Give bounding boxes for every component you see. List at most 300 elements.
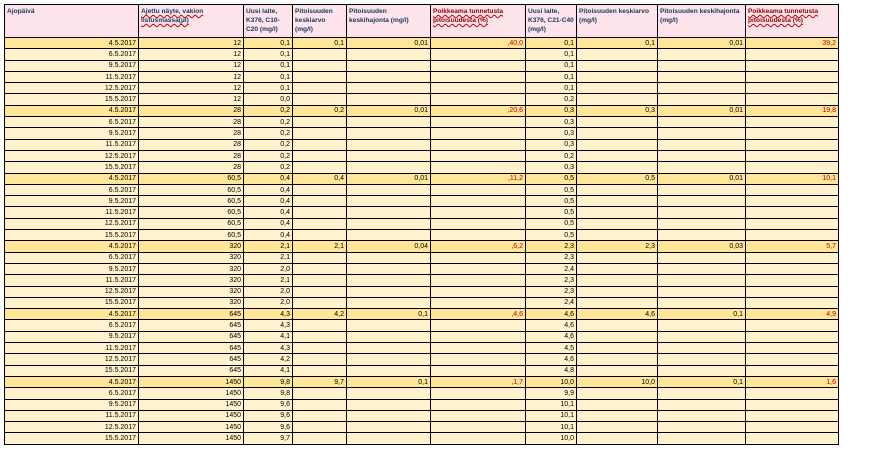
table-cell[interactable] (293, 286, 347, 297)
table-cell[interactable]: 2,3 (526, 241, 577, 252)
table-cell[interactable]: 4,2 (244, 354, 293, 365)
table-cell[interactable] (746, 128, 839, 139)
header-cell[interactable]: Pitoisuuden keskiarvo (mg/l) (293, 5, 347, 38)
table-cell[interactable] (658, 365, 746, 376)
table-cell[interactable] (746, 331, 839, 342)
table-cell[interactable]: 11.5.2017 (5, 71, 139, 82)
table-cell[interactable]: 9.5.2017 (5, 331, 139, 342)
table-cell[interactable] (431, 399, 526, 410)
table-cell[interactable] (293, 343, 347, 354)
table-cell[interactable] (746, 162, 839, 173)
table-cell[interactable]: 9.5.2017 (5, 128, 139, 139)
table-cell[interactable] (293, 60, 347, 71)
table-cell[interactable]: 320 (139, 263, 244, 274)
table-cell[interactable] (347, 184, 431, 195)
table-cell[interactable]: 12.5.2017 (5, 150, 139, 161)
table-cell[interactable] (293, 117, 347, 128)
table-cell[interactable] (347, 275, 431, 286)
table-cell[interactable]: 2,4 (526, 263, 577, 274)
header-cell[interactable]: Pitoisuuden keskiarvo (mg/l) (577, 5, 658, 38)
table-cell[interactable] (746, 252, 839, 263)
table-cell[interactable]: 6.5.2017 (5, 117, 139, 128)
table-cell[interactable]: 0,1 (577, 38, 658, 49)
table-cell[interactable] (431, 150, 526, 161)
table-cell[interactable] (431, 388, 526, 399)
table-cell[interactable]: 11.5.2017 (5, 275, 139, 286)
table-cell[interactable] (347, 354, 431, 365)
table-cell[interactable]: 0,2 (244, 139, 293, 150)
table-cell[interactable]: 0,4 (244, 218, 293, 229)
table-cell[interactable] (746, 320, 839, 331)
table-cell[interactable] (293, 139, 347, 150)
table-cell[interactable]: ,11,2 (431, 173, 526, 184)
table-cell[interactable]: 4.5.2017 (5, 173, 139, 184)
header-cell[interactable]: Ajopäivä (5, 5, 139, 38)
table-cell[interactable]: 9.5.2017 (5, 263, 139, 274)
table-cell[interactable]: 0,1 (244, 38, 293, 49)
table-cell[interactable]: 4,1 (244, 331, 293, 342)
table-cell[interactable]: 1450 (139, 410, 244, 421)
table-cell[interactable] (658, 433, 746, 444)
table-cell[interactable] (431, 410, 526, 421)
table-cell[interactable]: 10,1 (746, 173, 839, 184)
table-cell[interactable]: 4,3 (244, 320, 293, 331)
table-cell[interactable] (431, 94, 526, 105)
table-cell[interactable]: 4.5.2017 (5, 105, 139, 116)
table-cell[interactable]: 60,5 (139, 207, 244, 218)
table-cell[interactable]: 4.5.2017 (5, 309, 139, 320)
table-cell[interactable] (347, 263, 431, 274)
table-cell[interactable] (577, 388, 658, 399)
table-cell[interactable] (658, 49, 746, 60)
table-cell[interactable] (658, 162, 746, 173)
table-cell[interactable] (577, 60, 658, 71)
table-cell[interactable]: 11.5.2017 (5, 207, 139, 218)
table-cell[interactable] (746, 150, 839, 161)
table-cell[interactable]: 0,3 (526, 117, 577, 128)
table-cell[interactable]: 12.5.2017 (5, 218, 139, 229)
table-cell[interactable] (658, 331, 746, 342)
table-cell[interactable] (577, 218, 658, 229)
table-cell[interactable]: 645 (139, 309, 244, 320)
table-cell[interactable] (746, 433, 839, 444)
table-cell[interactable]: 2,1 (244, 275, 293, 286)
table-cell[interactable]: 9,7 (244, 433, 293, 444)
table-cell[interactable] (746, 399, 839, 410)
table-cell[interactable]: 0,5 (526, 196, 577, 207)
table-cell[interactable] (577, 275, 658, 286)
table-cell[interactable] (577, 117, 658, 128)
table-cell[interactable] (347, 410, 431, 421)
table-cell[interactable] (293, 388, 347, 399)
table-cell[interactable]: 0,1 (347, 309, 431, 320)
table-cell[interactable]: 60,5 (139, 184, 244, 195)
table-cell[interactable]: 0,2 (293, 105, 347, 116)
table-cell[interactable] (347, 388, 431, 399)
table-cell[interactable]: 645 (139, 343, 244, 354)
table-cell[interactable] (577, 252, 658, 263)
table-cell[interactable]: ,40,0 (431, 38, 526, 49)
table-cell[interactable] (431, 207, 526, 218)
table-cell[interactable]: 320 (139, 297, 244, 308)
table-cell[interactable] (293, 162, 347, 173)
table-cell[interactable]: 2,3 (526, 275, 577, 286)
table-cell[interactable]: 645 (139, 331, 244, 342)
table-cell[interactable]: 2,1 (244, 252, 293, 263)
table-cell[interactable]: 4,6 (526, 320, 577, 331)
table-cell[interactable] (293, 275, 347, 286)
table-cell[interactable]: 12.5.2017 (5, 422, 139, 433)
table-cell[interactable]: 0,5 (526, 184, 577, 195)
table-cell[interactable] (347, 399, 431, 410)
table-cell[interactable]: 12.5.2017 (5, 83, 139, 94)
table-cell[interactable] (658, 139, 746, 150)
table-cell[interactable] (658, 196, 746, 207)
table-cell[interactable]: 0,1 (658, 309, 746, 320)
table-cell[interactable]: 1450 (139, 388, 244, 399)
table-cell[interactable]: 0,1 (526, 71, 577, 82)
table-cell[interactable] (293, 71, 347, 82)
table-cell[interactable]: 0,1 (658, 376, 746, 387)
table-cell[interactable] (577, 410, 658, 421)
table-cell[interactable] (577, 49, 658, 60)
table-cell[interactable] (658, 388, 746, 399)
table-cell[interactable]: 15.5.2017 (5, 230, 139, 241)
table-cell[interactable] (293, 297, 347, 308)
table-cell[interactable]: 0,3 (526, 162, 577, 173)
table-cell[interactable]: 6.5.2017 (5, 320, 139, 331)
table-cell[interactable]: 60,5 (139, 230, 244, 241)
table-cell[interactable] (347, 196, 431, 207)
table-cell[interactable]: 60,5 (139, 173, 244, 184)
table-cell[interactable]: 12.5.2017 (5, 354, 139, 365)
table-cell[interactable] (293, 320, 347, 331)
table-cell[interactable]: 0,04 (347, 241, 431, 252)
table-cell[interactable]: 0,1 (347, 376, 431, 387)
table-cell[interactable] (658, 286, 746, 297)
table-cell[interactable] (347, 49, 431, 60)
table-cell[interactable]: 9,9 (526, 388, 577, 399)
table-cell[interactable]: 2,3 (526, 252, 577, 263)
table-cell[interactable]: 9,8 (244, 376, 293, 387)
table-cell[interactable]: 0,01 (347, 173, 431, 184)
table-cell[interactable] (658, 320, 746, 331)
table-cell[interactable]: 2,3 (526, 286, 577, 297)
table-cell[interactable]: 9,6 (244, 410, 293, 421)
table-cell[interactable] (577, 399, 658, 410)
table-cell[interactable] (658, 71, 746, 82)
table-cell[interactable]: 0,01 (347, 38, 431, 49)
table-cell[interactable] (746, 117, 839, 128)
table-cell[interactable]: 4,9 (746, 309, 839, 320)
table-cell[interactable]: 9,8 (244, 388, 293, 399)
table-cell[interactable] (347, 218, 431, 229)
table-cell[interactable]: 0,01 (347, 105, 431, 116)
table-cell[interactable]: 0,03 (658, 241, 746, 252)
table-cell[interactable]: 4,5 (526, 343, 577, 354)
table-cell[interactable] (347, 139, 431, 150)
table-cell[interactable]: 320 (139, 275, 244, 286)
table-cell[interactable]: 0,1 (244, 71, 293, 82)
table-cell[interactable] (577, 94, 658, 105)
table-cell[interactable]: 0,1 (293, 38, 347, 49)
table-cell[interactable] (577, 128, 658, 139)
table-cell[interactable] (293, 433, 347, 444)
table-cell[interactable]: 2,1 (293, 241, 347, 252)
table-cell[interactable] (658, 297, 746, 308)
table-cell[interactable] (577, 422, 658, 433)
table-cell[interactable]: 4,6 (577, 309, 658, 320)
table-cell[interactable] (431, 218, 526, 229)
table-cell[interactable] (347, 60, 431, 71)
table-cell[interactable]: ,4,6 (431, 309, 526, 320)
table-cell[interactable]: 0,5 (526, 173, 577, 184)
table-cell[interactable] (431, 196, 526, 207)
table-cell[interactable]: 0,1 (526, 83, 577, 94)
table-cell[interactable]: 0,4 (244, 230, 293, 241)
table-cell[interactable]: 12 (139, 94, 244, 105)
table-cell[interactable]: 11.5.2017 (5, 343, 139, 354)
table-cell[interactable]: 0,3 (577, 105, 658, 116)
table-cell[interactable]: 4,3 (244, 309, 293, 320)
table-cell[interactable] (347, 117, 431, 128)
table-cell[interactable] (658, 252, 746, 263)
table-cell[interactable]: 0,5 (526, 207, 577, 218)
table-cell[interactable] (746, 71, 839, 82)
table-cell[interactable]: 6.5.2017 (5, 49, 139, 60)
table-cell[interactable]: 4,6 (526, 309, 577, 320)
table-cell[interactable]: 12 (139, 60, 244, 71)
table-cell[interactable]: 0,5 (526, 218, 577, 229)
table-cell[interactable]: 10,1 (526, 399, 577, 410)
table-cell[interactable] (293, 218, 347, 229)
header-cell[interactable]: Ajettu näyte, vakion listusmassa(µl) (139, 5, 244, 38)
table-cell[interactable] (347, 343, 431, 354)
table-cell[interactable] (347, 128, 431, 139)
table-cell[interactable]: 4.5.2017 (5, 38, 139, 49)
header-cell[interactable]: Uusi laite, K376, C10-C20 (mg/l) (244, 5, 293, 38)
table-cell[interactable] (577, 139, 658, 150)
table-cell[interactable]: 645 (139, 320, 244, 331)
table-cell[interactable]: 60,5 (139, 196, 244, 207)
table-cell[interactable] (577, 365, 658, 376)
table-cell[interactable] (293, 94, 347, 105)
table-cell[interactable] (293, 354, 347, 365)
table-cell[interactable] (293, 184, 347, 195)
table-cell[interactable] (658, 410, 746, 421)
table-cell[interactable] (293, 365, 347, 376)
table-cell[interactable]: 0,2 (244, 162, 293, 173)
table-cell[interactable] (347, 207, 431, 218)
table-cell[interactable]: 320 (139, 241, 244, 252)
table-cell[interactable] (746, 184, 839, 195)
table-cell[interactable] (658, 94, 746, 105)
table-cell[interactable]: 0,1 (526, 38, 577, 49)
table-cell[interactable] (577, 286, 658, 297)
table-cell[interactable]: 645 (139, 365, 244, 376)
table-cell[interactable]: 15.5.2017 (5, 94, 139, 105)
table-cell[interactable]: 0,1 (244, 83, 293, 94)
table-cell[interactable] (293, 422, 347, 433)
table-cell[interactable] (746, 354, 839, 365)
table-cell[interactable]: 0,4 (244, 173, 293, 184)
table-cell[interactable] (746, 422, 839, 433)
table-cell[interactable] (431, 60, 526, 71)
table-cell[interactable]: 0,1 (244, 60, 293, 71)
table-cell[interactable] (431, 252, 526, 263)
table-cell[interactable]: 2,0 (244, 263, 293, 274)
table-cell[interactable]: 2,0 (244, 286, 293, 297)
table-cell[interactable] (293, 207, 347, 218)
table-cell[interactable]: 645 (139, 354, 244, 365)
table-cell[interactable] (347, 252, 431, 263)
table-cell[interactable] (431, 162, 526, 173)
table-cell[interactable] (347, 71, 431, 82)
table-cell[interactable]: 15.5.2017 (5, 297, 139, 308)
table-cell[interactable] (431, 286, 526, 297)
table-cell[interactable]: 15.5.2017 (5, 433, 139, 444)
table-cell[interactable] (347, 230, 431, 241)
table-cell[interactable]: ,20,6 (431, 105, 526, 116)
table-cell[interactable]: 6.5.2017 (5, 184, 139, 195)
table-cell[interactable] (431, 422, 526, 433)
table-cell[interactable] (293, 128, 347, 139)
table-cell[interactable] (293, 230, 347, 241)
table-cell[interactable] (658, 354, 746, 365)
header-cell[interactable]: Uusi laite, K376, C21-C40 (mg/l) (526, 5, 577, 38)
table-cell[interactable] (293, 399, 347, 410)
table-cell[interactable] (431, 433, 526, 444)
table-cell[interactable]: 320 (139, 286, 244, 297)
header-cell[interactable]: Poikkeama tunnetusta pitoisuudesta (%) (431, 5, 526, 38)
table-cell[interactable]: 4,6 (526, 354, 577, 365)
table-cell[interactable] (746, 60, 839, 71)
table-cell[interactable] (431, 331, 526, 342)
table-cell[interactable] (746, 83, 839, 94)
table-cell[interactable] (293, 196, 347, 207)
table-cell[interactable]: 4.5.2017 (5, 376, 139, 387)
table-cell[interactable] (746, 49, 839, 60)
table-cell[interactable] (347, 286, 431, 297)
table-cell[interactable]: 10,0 (577, 376, 658, 387)
table-cell[interactable] (746, 410, 839, 421)
table-cell[interactable]: 0,1 (526, 49, 577, 60)
table-cell[interactable] (431, 117, 526, 128)
table-cell[interactable]: 0,2 (526, 94, 577, 105)
table-cell[interactable] (746, 343, 839, 354)
table-cell[interactable]: 9.5.2017 (5, 196, 139, 207)
table-cell[interactable] (746, 297, 839, 308)
table-cell[interactable] (347, 422, 431, 433)
table-cell[interactable]: 6.5.2017 (5, 252, 139, 263)
table-cell[interactable]: 9,7 (293, 376, 347, 387)
table-cell[interactable] (431, 297, 526, 308)
table-cell[interactable] (347, 297, 431, 308)
table-cell[interactable] (347, 365, 431, 376)
table-cell[interactable]: 1,6 (746, 376, 839, 387)
table-cell[interactable] (347, 162, 431, 173)
table-cell[interactable] (431, 83, 526, 94)
table-cell[interactable] (746, 365, 839, 376)
table-cell[interactable] (577, 196, 658, 207)
table-cell[interactable]: 4,2 (293, 309, 347, 320)
table-cell[interactable]: 0,2 (244, 117, 293, 128)
table-cell[interactable]: 0,4 (293, 173, 347, 184)
table-cell[interactable]: 2,0 (244, 297, 293, 308)
header-cell[interactable]: Poikkeama tunnetusta pitoisuudesta (%) (746, 5, 839, 38)
table-cell[interactable] (658, 218, 746, 229)
table-cell[interactable] (431, 139, 526, 150)
table-cell[interactable]: 4.5.2017 (5, 241, 139, 252)
table-cell[interactable] (347, 83, 431, 94)
table-cell[interactable]: 12 (139, 38, 244, 49)
table-cell[interactable]: 12 (139, 49, 244, 60)
table-cell[interactable]: 10,1 (526, 422, 577, 433)
table-cell[interactable]: 0,4 (244, 196, 293, 207)
table-cell[interactable]: 0,3 (526, 139, 577, 150)
table-cell[interactable] (431, 49, 526, 60)
table-cell[interactable]: 10,0 (526, 433, 577, 444)
table-cell[interactable] (293, 410, 347, 421)
table-cell[interactable]: 19,8 (746, 105, 839, 116)
table-cell[interactable]: 28 (139, 162, 244, 173)
table-cell[interactable] (431, 365, 526, 376)
table-cell[interactable] (431, 128, 526, 139)
table-cell[interactable] (658, 207, 746, 218)
table-cell[interactable] (746, 388, 839, 399)
table-cell[interactable]: 0,2 (244, 128, 293, 139)
table-cell[interactable]: 1450 (139, 399, 244, 410)
table-cell[interactable] (431, 343, 526, 354)
table-cell[interactable]: 60,5 (139, 218, 244, 229)
table-cell[interactable]: 0,4 (244, 207, 293, 218)
table-cell[interactable]: 28 (139, 105, 244, 116)
table-cell[interactable]: 12 (139, 83, 244, 94)
table-cell[interactable] (577, 433, 658, 444)
table-cell[interactable]: 28 (139, 150, 244, 161)
table-cell[interactable] (658, 343, 746, 354)
table-cell[interactable]: 320 (139, 252, 244, 263)
table-cell[interactable]: 9,6 (244, 399, 293, 410)
table-cell[interactable] (658, 150, 746, 161)
table-cell[interactable] (577, 343, 658, 354)
table-cell[interactable]: 0,1 (244, 49, 293, 60)
table-cell[interactable] (577, 184, 658, 195)
table-cell[interactable] (431, 320, 526, 331)
table-cell[interactable]: 0,3 (526, 128, 577, 139)
table-cell[interactable] (577, 320, 658, 331)
table-cell[interactable]: 39,2 (746, 38, 839, 49)
table-cell[interactable] (347, 331, 431, 342)
table-cell[interactable]: 10,0 (526, 376, 577, 387)
header-cell[interactable]: Pitoisuuden keskihajonta (mg/l) (658, 5, 746, 38)
table-cell[interactable]: 0,1 (526, 60, 577, 71)
table-cell[interactable] (293, 252, 347, 263)
table-cell[interactable] (746, 207, 839, 218)
table-cell[interactable]: 6.5.2017 (5, 388, 139, 399)
header-cell[interactable]: Pitoisuuden keskihajonta (mg/l) (347, 5, 431, 38)
table-cell[interactable] (431, 354, 526, 365)
table-cell[interactable]: 28 (139, 139, 244, 150)
table-cell[interactable] (658, 230, 746, 241)
table-cell[interactable] (347, 150, 431, 161)
table-cell[interactable] (293, 263, 347, 274)
table-cell[interactable] (293, 83, 347, 94)
table-cell[interactable] (431, 263, 526, 274)
table-cell[interactable] (293, 150, 347, 161)
table-cell[interactable]: 0,4 (244, 184, 293, 195)
table-cell[interactable] (746, 139, 839, 150)
